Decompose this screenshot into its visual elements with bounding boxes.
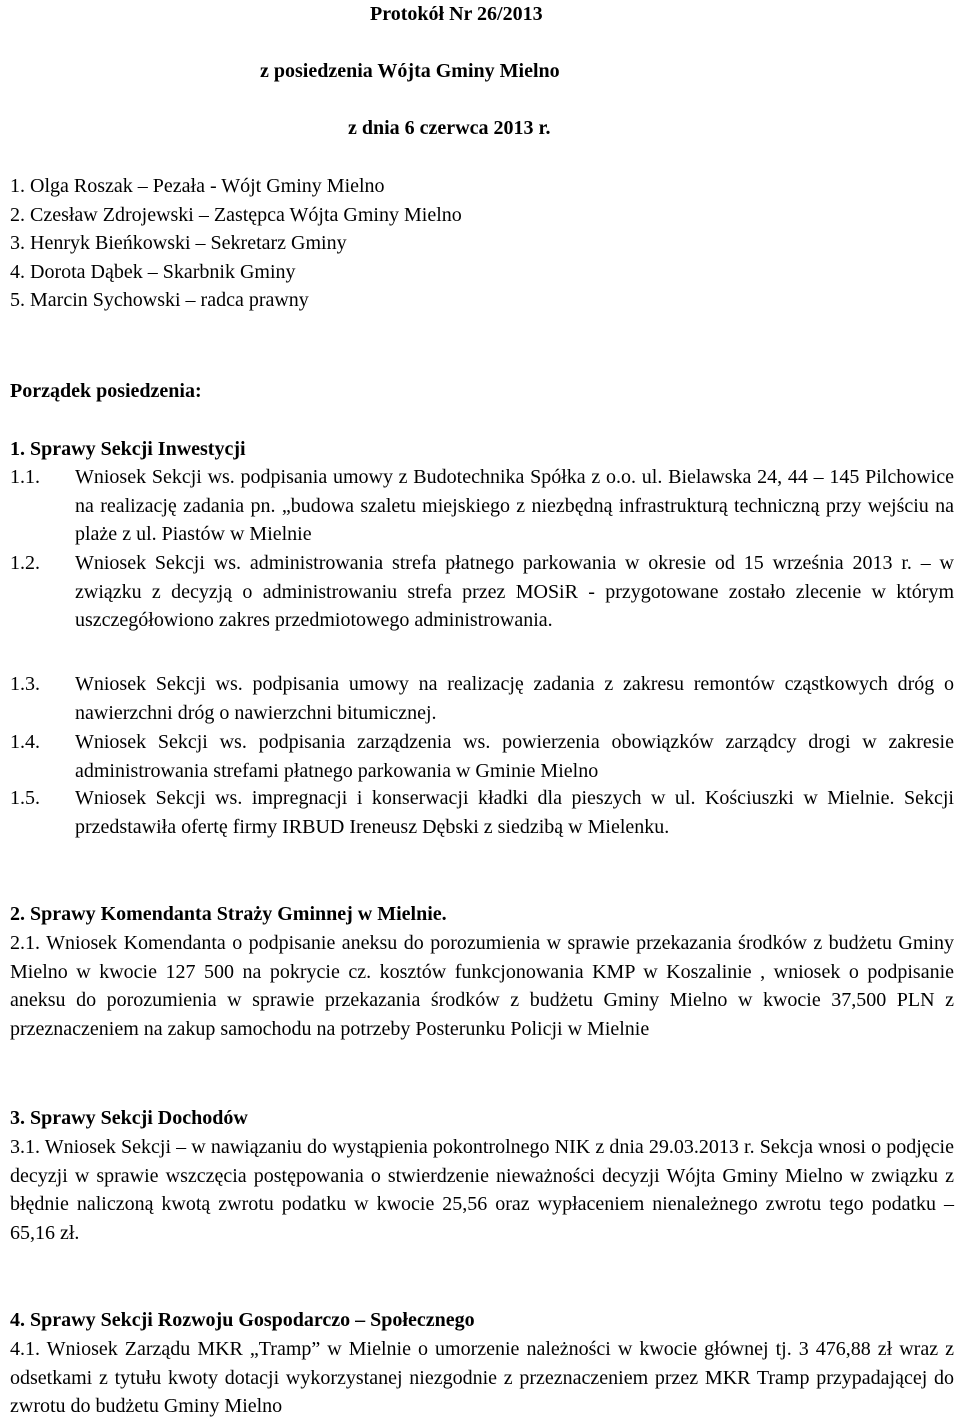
item-text: Wniosek Sekcji ws. podpisania umowy z Budotechnika Spółka z o.o. ul. Bielawska 24, 44 – 145 Pilchowice na realizację zadania pn. „budowa szaletu miejskiego z niezbędną infrastrukturą techniczną przy wejściu na plaże z ul. Piastów w Mielnie xyxy=(75,466,954,545)
section-heading: 2. Sprawy Komendanta Straży Gminnej w Mielnie. xyxy=(10,903,447,925)
attendee-item: 3. Henryk Bieńkowski – Sekretarz Gminy xyxy=(10,232,347,254)
section-paragraph: 2.1. Wniosek Komendanta o podpisanie aneksu do porozumienia w sprawie przekazania środków z budżetu Gminy Mielno w kwocie 127 500 na pokrycie cz. kosztów funkcjonowania KMP w Koszalinie , wniosek o podpisanie aneksu do porozumienia w sprawie przekazania środków z budżetu Gminy Mielno w kwocie 37,500 PLN z przeznaczeniem na zakup samochodu na potrzeby Posterunku Policji w Mielnie xyxy=(10,932,954,1040)
document-title: Protokół Nr 26/2013 xyxy=(370,3,543,25)
section-paragraph: 4.1. Wniosek Zarządu MKR „Tramp” w Mielnie o umorzenie należności w kwocie głównej tj. 3 476,88 zł wraz z odsetkami z tytułu kwoty dotacji wykorzystanej niezgodnie z przeznaczeniem przez MKR Tramp przypadającej do zwrotu do budżetu Gminy Mielno xyxy=(10,1338,954,1417)
attendee-item: 4. Dorota Dąbek – Skarbnik Gminy xyxy=(10,260,296,283)
attendee-item: 1. Olga Roszak – Pezała - Wójt Gminy Mielno xyxy=(10,175,385,197)
attendee-item: 5. Marcin Sychowski – radca prawny xyxy=(10,289,309,311)
section-paragraph: 3.1. Wniosek Sekcji – w nawiązaniu do wystąpienia pokontrolnego NIK z dnia 29.03.2013 r. Sekcja wnosi o podjęcie decyzji w sprawie wszczęcia postępowania o stwierdzenie nieważności decyzji Wójta Gminy Mielno w związku z błędnie naliczoną kwotą zwrotu podatku w kwocie 25,56 oraz wypłaceniem nienależnego zwrotu tego podatku – 65,16 zł. xyxy=(10,1136,954,1244)
agenda-item xyxy=(10,670,954,727)
item-number: 1.4. xyxy=(10,731,40,753)
item-number: 1.5. xyxy=(10,787,40,809)
item-number: 1.1. xyxy=(10,466,40,488)
item-text: Wniosek Sekcji ws. podpisania umowy na realizację zadania z zakresu remontów cząstkowych dróg o nawierzchni dróg o nawierzchni bitumicznej. xyxy=(75,673,954,724)
agenda-item xyxy=(10,728,954,785)
attendee-item: 2. Czesław Zdrojewski – Zastępca Wójta Gminy Mielno xyxy=(10,203,462,226)
item-number: 1.2. xyxy=(10,552,40,574)
agenda-heading: Porządek posiedzenia: xyxy=(10,380,202,402)
document-date: z dnia 6 czerwca 2013 r. xyxy=(348,117,551,139)
item-text: Wniosek Sekcji ws. impregnacji i konserwacji kładki dla pieszych w ul. Kościuszki w Mielnie. Sekcji przedstawiła ofertę firmy IRBUD Ireneusz Dębski z siedzibą w Mielenku. xyxy=(75,787,954,838)
item-number: 1.3. xyxy=(10,673,40,695)
agenda-item xyxy=(10,463,954,549)
document-subtitle: z posiedzenia Wójta Gminy Mielno xyxy=(260,60,560,82)
item-text: Wniosek Sekcji ws. podpisania zarządzenia ws. powierzenia obowiązków zarządcy drogi w zakresie administrowania strefami płatnego parkowania w Gminie Mielno xyxy=(75,731,954,782)
item-text: Wniosek Sekcji ws. administrowania strefa płatnego parkowania w okresie od 15 września 2013 r. – w związku z decyzją o administrowaniu strefa przez MOSiR - przygotowane zostało zlecenie w którym uszczegółowiono zakres przedmiotowego administrowania. xyxy=(75,552,954,631)
section-heading: 4. Sprawy Sekcji Rozwoju Gospodarczo – Społecznego xyxy=(10,1309,475,1331)
agenda-item xyxy=(10,549,954,635)
attendee-list xyxy=(10,172,462,315)
section-heading: 1. Sprawy Sekcji Inwestycji xyxy=(10,438,246,460)
section-heading: 3. Sprawy Sekcji Dochodów xyxy=(10,1107,248,1129)
agenda-item xyxy=(10,784,954,841)
